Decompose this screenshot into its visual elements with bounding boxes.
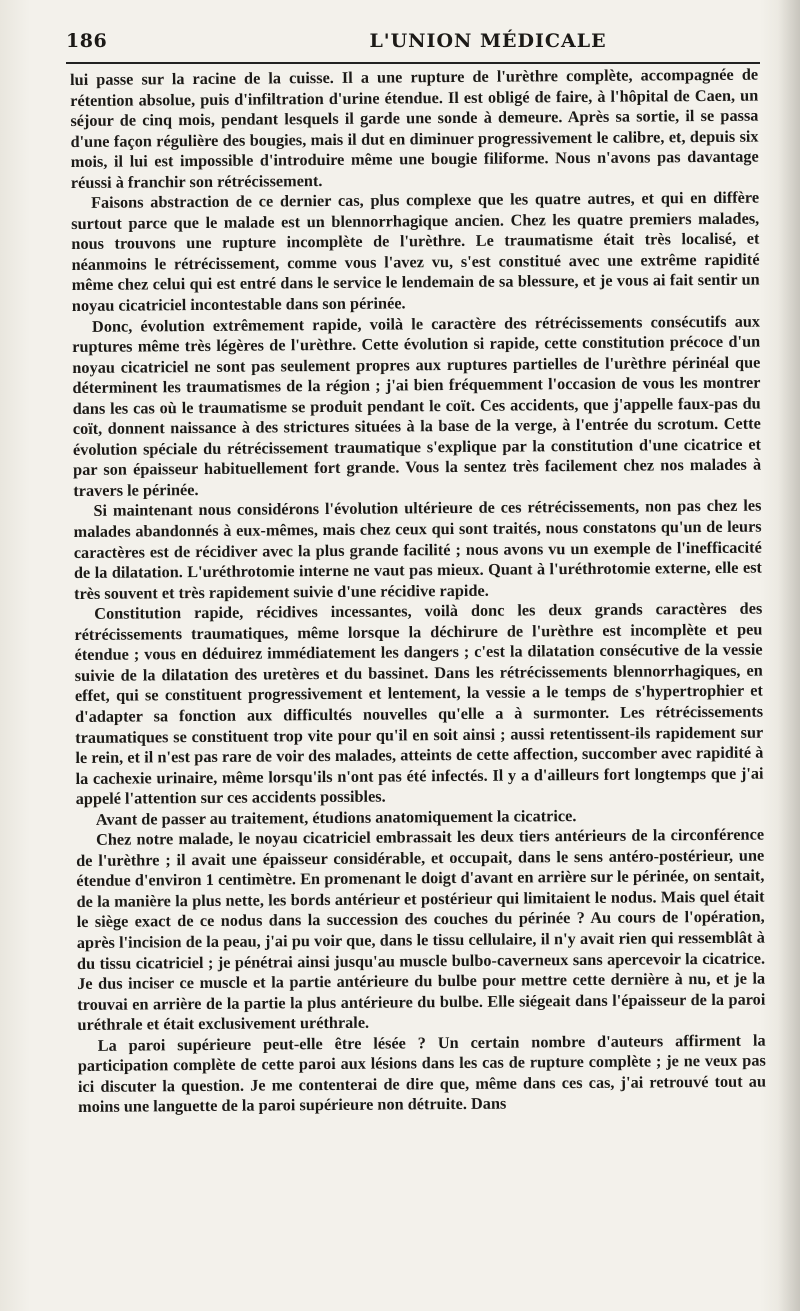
paragraph-1: lui passe sur la racine de la cuisse. Il a une rupture de l'urèthre complète, accompagnée de rétention absolue, puis d'infiltration d'urine étendue. Il est obligé de faire, à l'hôpital de Caen, un séjour de cinq mois, pendant lesquels il garde une sonde à demeure. Après sa sortie, il se passa d'une façon régulière des bougies, mais il dut en diminuer progressivement le calibre, et, depuis six mois, il lui est impossible d'introduire même une bougie filiforme. Nous n'avons pas davantage réussi à franchir son rétrécissement. xyxy=(70,64,759,192)
running-title: L'UNION MÉDICALE xyxy=(369,30,607,52)
paragraph-6: Avant de passer au traitement, étudions anatomiquement la cicatrice. xyxy=(95,805,577,829)
paragraph-8: La paroi supérieure peut-elle être lésée ? Un certain nombre d'auteurs affirment la participation complète de cette paroi aux lésions dans les cas de rupture complète ; je ne veux pas ici discuter la question. Je me contenterai de dire que, même dans ces cas, j'ai retrouvé tout au moins une languette de la paroi supérieure non détruite. Dans xyxy=(77,1030,767,1117)
paragraph-5: Constitution rapide, récidives incessantes, voilà donc les deux grands caractères des rétrécissements traumatiques, même lorsque la déchirure de l'urèthre est incomplète et peu étendue ; vous en déduirez immédiatement les dangers ; c'est la dilatation consécutive de la vessie suivie de la dilatation des uretères et du bassinet. Dans les rétrécissements blennorrhagiques, en effet, qui se constituent progressivement et lentement, la vessie a le temps de s'hypertrophier et d'adapter sa fonction aux difficultés nouvelles qu'elle a à surmonter. Les rétrécissements traumatiques se constituent trop vite pour qu'il en soit ainsi ; aussi retentissent-ils rapidement sur le rein, et il n'est pas rare de voir des malades, atteints de cette affection, succomber avec rapidité à la cachexie urinaire, même lorsqu'ils n'ont pas été infectés. Il y a d'ailleurs fort longtemps que j'ai appelé l'attention sur ces accidents possibles. xyxy=(74,598,764,809)
paragraph-3: Donc, évolution extrêmement rapide, voilà le caractère des rétrécissements consécutifs aux ruptures même très légères de l'urèthre. Cette évolution si rapide, cette constitution précoce d'un noyau cicatriciel ne sont pas seulement propres aux ruptures partielles de l'urèthre périnéal que déterminent les traumatismes de la région ; j'ai bien fréquemment l'occasion de vous les montrer dans les cas où le traumatisme se produit pendant le coït. Ces accidents, que j'appelle faux-pas du coït, donnent naissance à des strictures situées à la base de la verge, à l'entrée du scrotum. Cette évolution spéciale du rétrécissement traumatique s'explique par la constitution d'une cicatrice et par son épaisseur habituellement fort grande. Vous la sentez très facilement chez nos malades à travers le périnée. xyxy=(72,311,762,500)
page-edge-shadow xyxy=(778,0,800,1311)
article-body xyxy=(70,65,766,1118)
page-number: 186 xyxy=(66,30,108,52)
page-header xyxy=(66,30,760,60)
paragraph-4: Si maintenant nous considérons l'évolution ultérieure de ces rétrécissements, non pas chez les malades abandonnés à eux-mêmes, mais chez ceux qui sont traités, nous constatons qu'un de leurs caractères est de récidiver avec la plus grande facilité ; nous avons vu un exemple de l'inefficacité de la dilatation. L'uréthrotomie interne ne vaut pas mieux. Quant à l'uréthrotomie externe, elle est très souvent et très rapidement suivie d'une récidive rapide. xyxy=(73,496,763,603)
header-rule xyxy=(66,62,760,64)
paragraph-2: Faisons abstraction de ce dernier cas, plus complexe que les quatre autres, et qui en diffère surtout parce que le malade est un blennorrhagique ancien. Chez les quatre premiers malades, nous trouvons une rupture incomplète de l'urèthre. Le traumatisme était très localisé, et néanmoins le rétrécissement, comme vous l'avez vu, s'est constitué avec une extrême rapidité même chez celui qui est entré dans le service le lendemain de sa blessure, et je vous ai fait sentir un noyau cicatriciel incontestable dans son périnée. xyxy=(71,187,760,316)
paragraph-7: Chez notre malade, le noyau cicatriciel embrassait les deux tiers antérieurs de la circonférence de l'urèthre ; il avait une épaisseur considérable, et occupait, dans le sens antéro-postérieur, une étendue d'environ 1 centimètre. En promenant le doigt d'avant en arrière sur le périnée, on sentait, de la manière la plus nette, les bords antérieur et postérieur qui limitaient le nodus. Mais quel était le siège exact de ce nodus dans la succession des couches du périnée ? Au cours de l'opération, après l'incision de la peau, j'ai pu voir que, dans le tissu cellulaire, il n'y avait rien qui ressemblât à du tissu cicatriciel ; je pénétrai ainsi jusqu'au muscle bulbo-caverneux sans apercevoir la cicatrice. Je dus inciser ce muscle et la partie antérieure du bulbe pour mettre cette dernière à nu, et je la trouvai en arrière de la partie la plus antérieure du bulbe. Elle siégeait dans l'épaisseur de la paroi uréthrale et était exclusivement uréthrale. xyxy=(76,824,766,1035)
